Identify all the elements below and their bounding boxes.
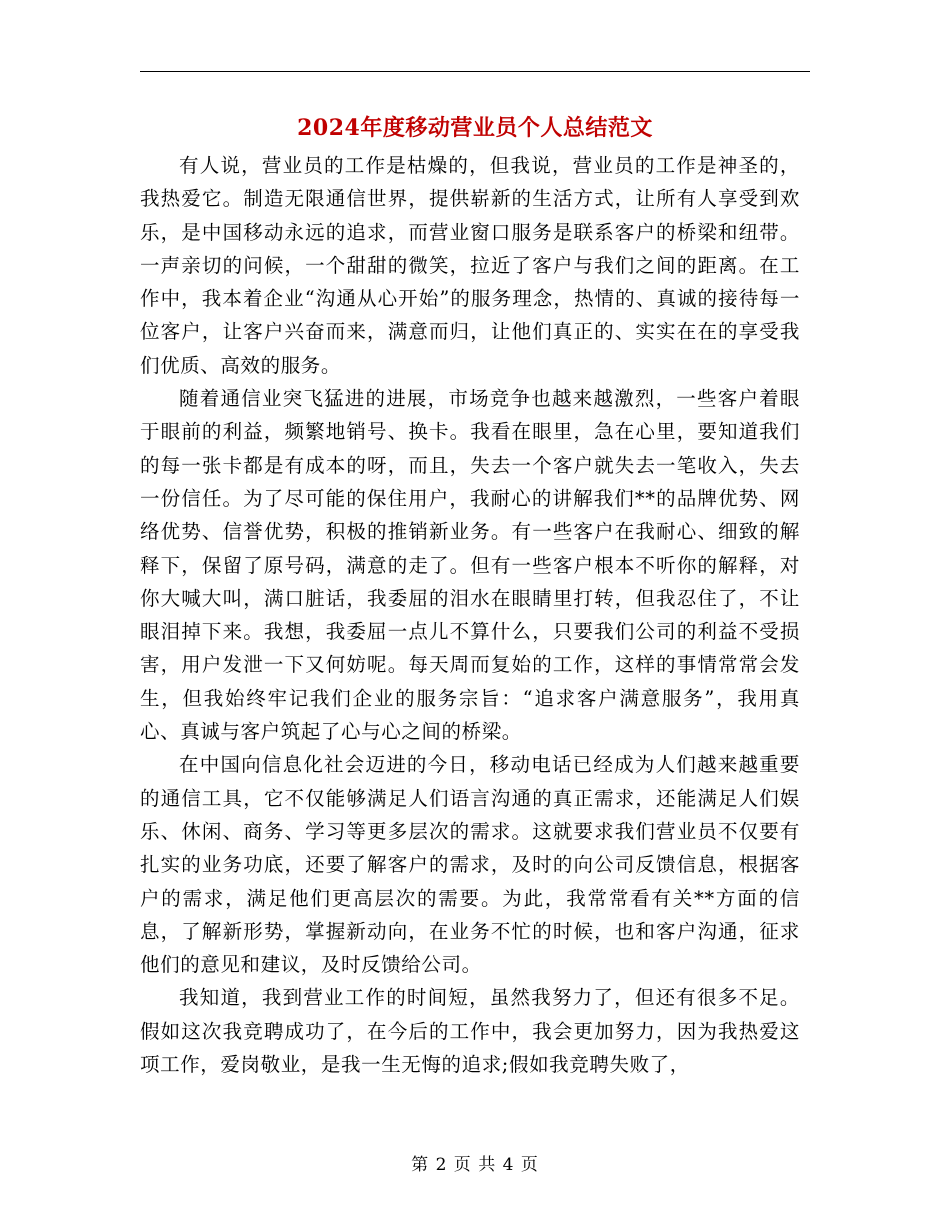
- paragraph-3: 在中国向信息化社会迈进的今日，移动电话已经成为人们越来越重要的通信工具，它不仅能够满足人们语言沟通的真正需求，还能满足人们娱乐、休闲、商务、学习等更多层次的需求。这就要求我们营业员不仅要有扎实的业务功底，还要了解客户的需求，及时的向公司反馈信息，根据客户的需求，满足他们更高层次的需要。为此，我常常看有关**方面的信息，了解新形势，掌握新动向，在业务不忙的时候，也和客户沟通，征求他们的意见和建议，及时反馈给公司。: [140, 753, 800, 977]
- header-rule: [140, 71, 810, 72]
- page-number: 第 2 页 共 4 页: [411, 1155, 539, 1175]
- paragraph-2: 随着通信业突飞猛进的进展，市场竞争也越来越激烈，一些客户着眼于眼前的利益，频繁地销号、换卡。我看在眼里，急在心里，要知道我们的每一张卡都是有成本的呀，而且，失去一个客户就失去一笔收入，失去一份信任。为了尽可能的保住用户，我耐心的讲解我们**的品牌优势、网络优势、信誉优势，积极的推销新业务。有一些客户在我耐心、细致的解释下，保留了原号码，满意的走了。但有一些客户根本不听你的解释，对你大喊大叫，满口脏话，我委屈的泪水在眼睛里打转，但我忍住了，不让眼泪掉下来。我想，我委屈一点儿不算什么，只要我们公司的利益不受损害，用户发泄一下又何妨呢。每天周而复始的工作，这样的事情常常会发生，但我始终牢记我们企业的服务宗旨：“追求客户满意服务”，我用真心、真诚与客户筑起了心与心之间的桥梁。: [140, 387, 800, 744]
- document-body: [140, 149, 800, 1081]
- paragraph-1: 有人说，营业员的工作是枯燥的，但我说，营业员的工作是神圣的，我热爱它。制造无限通信世界，提供崭新的生活方式，让所有人享受到欢乐，是中国移动永远的追求，而营业窗口服务是联系客户的桥梁和纽带。一声亲切的问候，一个甜甜的微笑，拉近了客户与我们之间的距离。在工作中，我本着企业“沟通从心开始”的服务理念，热情的、真诚的接待每一位客户，让客户兴奋而来，满意而归，让他们真正的、实实在在的享受我们优质、高效的服务。: [140, 154, 800, 377]
- document-title: 2024年度移动营业员个人总结范文: [297, 115, 653, 141]
- paragraph-4: 我知道，我到营业工作的时间短，虽然我努力了，但还有很多不足。假如这次我竞聘成功了，在今后的工作中，我会更加努力，因为我热爱这项工作，爱岗敬业，是我一生无悔的追求;假如我竞聘失败了，: [140, 986, 800, 1077]
